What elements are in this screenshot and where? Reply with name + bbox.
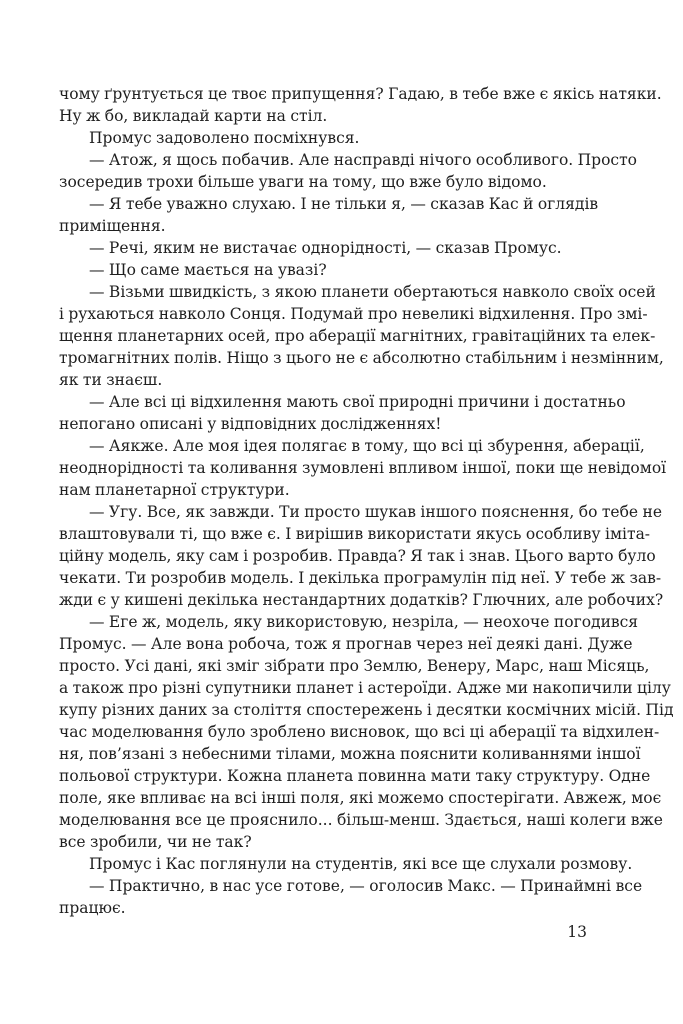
text-line: зосередив трохи більше уваги на тому, що вже було відомо. xyxy=(59,173,547,191)
text-line: нам планетарної структури. xyxy=(59,481,290,499)
text-line: Промус задоволено посміхнувся. xyxy=(89,129,360,147)
text-line: — Візьми швидкість, з якою планети обертаються навколо своїх осей xyxy=(89,283,656,301)
text-line: — Речі, яким не вистачає однорідності, — сказав Промус. xyxy=(89,239,562,257)
text-line: час моделювання було зроблено висновок, що всі ці аберації та відхилен- xyxy=(59,723,660,741)
text-line: — Еге ж, модель, яку використовую, незріла, — неохоче погодився xyxy=(89,613,639,631)
text-line: все зробили, чи не так? xyxy=(59,833,252,851)
text-line: — Практично, в нас усе готове, — оголосив Макс. — Принаймні все xyxy=(89,877,643,895)
text-line: — Я тебе уважно слухаю. І не тільки я, — сказав Кас й оглядів xyxy=(89,195,599,213)
text-line: Ну ж бо, викладай карти на стіл. xyxy=(59,107,328,125)
text-line: чому ґрунтується це твоє припущення? Гадаю, в тебе вже є якісь натяки. xyxy=(59,85,662,103)
text-line: тромагнітних полів. Ніщо з цього не є абсолютно стабільним і незмінним, xyxy=(59,349,664,367)
text-line: — Що саме мається на увазі? xyxy=(89,261,327,279)
text-line: жди є у кишені декілька нестандартних додатків? Глючних, але робочих? xyxy=(59,591,664,609)
text-line: — Угу. Все, як завжди. Ти просто шукав іншого пояснення, бо тебе не xyxy=(89,503,663,521)
text-line: — Аякже. Але моя ідея полягає в тому, що всі ці збурення, аберації, xyxy=(89,437,645,455)
page-number: 13 xyxy=(567,923,587,941)
text-line: поле, яке впливає на всі інші поля, які можемо спостерігати. Авжеж, моє xyxy=(59,789,662,807)
text-line: влаштовували ті, що вже є. І вирішив використати якусь особливу іміта- xyxy=(59,525,651,543)
text-line: непогано описані у відповідних дослідженнях! xyxy=(59,415,442,433)
text-line: ня, пов’язані з небесними тілами, можна пояснити коливаннями іншої xyxy=(59,745,641,763)
text-line: а також про різні супутники планет і астероїди. Адже ми накопичили цілу xyxy=(59,679,671,697)
text-line: Промус. — Але вона робоча, тож я прогнав через неї деякі дані. Дуже xyxy=(59,635,633,653)
text-line: Промус і Кас поглянули на студентів, які все ще слухали розмову. xyxy=(89,855,633,873)
text-line: моделювання все це прояснило... більш-менш. Здається, наші колеги вже xyxy=(59,811,663,829)
text-line: і рухаються навколо Сонця. Подумай про невеликі відхилення. Про змі- xyxy=(59,305,648,323)
body-text xyxy=(59,83,674,919)
text-line: працює. xyxy=(59,899,126,917)
text-line: як ти знаєш. xyxy=(59,371,163,389)
text-line: польової структури. Кожна планета повинна мати таку структуру. Одне xyxy=(59,767,651,785)
text-line: неоднорідності та коливання зумовлені впливом іншої, поки ще невідомої xyxy=(59,459,667,477)
text-line: просто. Усі дані, які зміг зібрати про Землю, Венеру, Марс, наш Місяць, xyxy=(59,657,650,675)
text-line: — Але всі ці відхилення мають свої природні причини і достатньо xyxy=(89,393,626,411)
text-line: — Атож, я щось побачив. Але насправді нічого особливого. Просто xyxy=(89,151,637,169)
text-line: купу різних даних за століття спостережень і десятки космічних місій. Під xyxy=(59,701,674,719)
text-line: чекати. Ти розробив модель. І декілька програмулін під неї. У тебе ж зав- xyxy=(59,569,662,587)
text-line: приміщення. xyxy=(59,217,166,235)
text-line: ційну модель, яку сам і розробив. Правда? Я так і знав. Цього варто було xyxy=(59,547,656,565)
text-line: щення планетарних осей, про аберації магнітних, гравітаційних та елек- xyxy=(59,327,656,345)
